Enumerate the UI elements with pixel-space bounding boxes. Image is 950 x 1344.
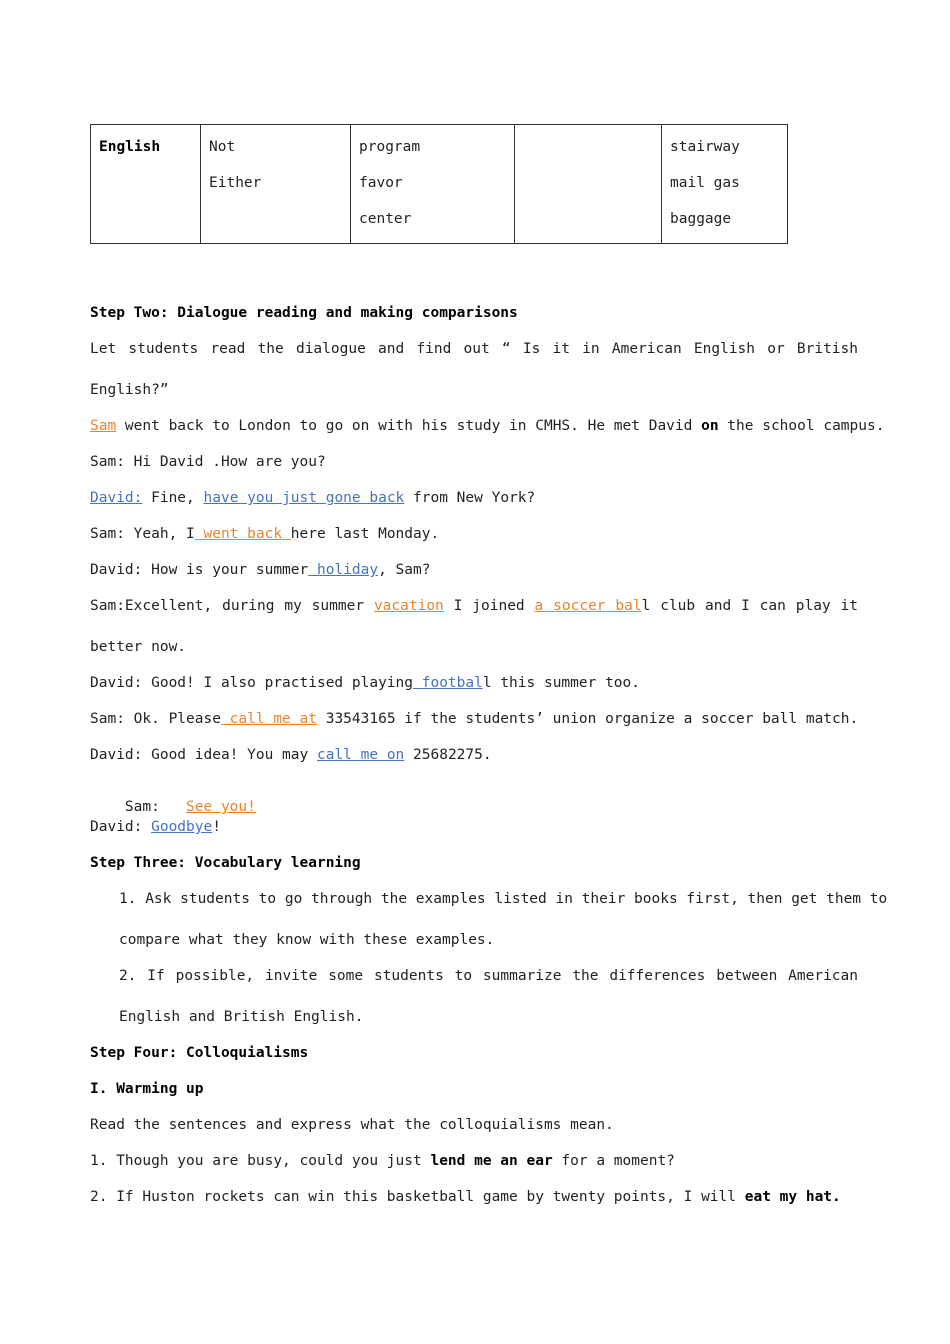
dialogue-text: David: Good! I also practised playing: [90, 675, 414, 691]
highlight-phrase: call me at: [220, 711, 317, 727]
sentence-text: for a moment?: [552, 1153, 675, 1169]
step-three-heading: Step Three: Vocabulary learning: [90, 855, 361, 871]
subheading: I. Warming up: [90, 1081, 204, 1097]
table-row: [91, 125, 788, 244]
instruction: Read the sentences and express what the colloquialisms mean.: [90, 1117, 614, 1133]
dialogue-line: [90, 819, 221, 835]
table-cell: [662, 125, 788, 244]
dialogue-text: went back to London to go on with his study in CMHS. He met David: [116, 418, 702, 434]
highlight-word: Goodbye: [151, 819, 213, 835]
list-item: 2. If possible, invite some students to summarize the differences between American: [119, 968, 858, 984]
highlight-phrase: a soccer bal: [534, 598, 642, 614]
table-cell-text: center: [359, 211, 412, 227]
dialogue-text: Sam: Yeah, I: [90, 526, 195, 542]
dialogue-line: [90, 526, 439, 542]
table-cell: [351, 125, 515, 244]
list-item-cont: English and British English.: [119, 1009, 364, 1025]
highlight-word: Sam: [90, 418, 117, 434]
dialogue-text: David:: [90, 819, 152, 835]
dialogue-line: [90, 418, 884, 434]
table-cell-text: favor: [359, 175, 403, 191]
dialogue-line: [90, 675, 640, 691]
dialogue-text: !: [212, 819, 221, 835]
dialogue-text: David: Good idea! You may: [90, 747, 317, 763]
vocabulary-table: [90, 124, 788, 244]
dialogue-line: [90, 747, 492, 763]
dialogue-text: l club and I can play it: [641, 598, 859, 614]
sentence-text: 1. Though you are busy, could you just: [90, 1153, 431, 1169]
dialogue-text: Sam:Excellent, during my summer: [90, 598, 374, 614]
dialogue-text: Fine,: [142, 490, 204, 506]
highlight-phrase: See you!: [186, 799, 256, 815]
bold-word: on: [701, 418, 719, 434]
dialogue-line: [90, 598, 858, 614]
highlight-phrase: call me on: [316, 747, 405, 763]
table-cell-empty: [515, 125, 662, 244]
dialogue-line: [90, 490, 535, 506]
dialogue-text: l this summer too.: [482, 675, 640, 691]
table-cell-text: Not: [209, 139, 236, 155]
step-two-heading: Step Two: Dialogue reading and making comparisons: [90, 305, 518, 321]
step-two-instruction: Let students read the dialogue and find out “ Is it in American English or British: [90, 341, 858, 357]
dialogue-line: [90, 562, 430, 578]
list-item: 1. Ask students to go through the examples listed in their books first, then get them to: [119, 891, 888, 907]
table-cell-text: English: [99, 139, 161, 155]
table-cell-text: stairway: [670, 139, 740, 155]
colloquialism: lend me an ear: [430, 1153, 553, 1169]
table-cell-text: Either: [209, 175, 262, 191]
dialogue-text: here last Monday.: [290, 526, 440, 542]
dialogue-line: better now.: [90, 639, 187, 655]
dialogue-text: 33543165 if the students’ union organize a soccer ball match.: [316, 711, 859, 727]
dialogue-line: Sam: Hi David .How are you?: [90, 454, 326, 470]
highlight-word: footbal: [413, 675, 483, 691]
dialogue-text: Sam:: [124, 799, 187, 815]
sentence-item: [90, 1189, 841, 1205]
table-cell-text: program: [359, 139, 421, 155]
highlight-word: vacation: [373, 598, 444, 614]
dialogue-text: from New York?: [404, 490, 536, 506]
highlight-word: holiday: [308, 562, 379, 578]
dialogue-text: I joined: [443, 598, 535, 614]
colloquialism: eat my hat.: [744, 1189, 841, 1205]
highlight-word: David:: [90, 490, 143, 506]
sentence-item: [90, 1153, 675, 1169]
highlight-phrase: went back: [194, 526, 291, 542]
dialogue-text: the school campus.: [718, 418, 885, 434]
dialogue-text: 25682275.: [404, 747, 492, 763]
step-two-instruction-cont: English?”: [90, 382, 169, 398]
table-cell-text: mail gas: [670, 175, 740, 191]
dialogue-line: [90, 711, 858, 727]
dialogue-text: Sam: Ok. Please: [90, 711, 221, 727]
dialogue-text: , Sam?: [378, 562, 431, 578]
table-cell: [201, 125, 351, 244]
list-item-cont: compare what they know with these examples.: [119, 932, 495, 948]
highlight-phrase: have you just gone back: [203, 490, 405, 506]
step-four-heading: Step Four: Colloquialisms: [90, 1045, 309, 1061]
table-cell-english: [91, 125, 201, 244]
sentence-text: 2. If Huston rockets can win this basketball game by twenty points, I will: [90, 1189, 745, 1205]
dialogue-text: David: How is your summer: [90, 562, 309, 578]
table-cell-text: baggage: [670, 211, 732, 227]
